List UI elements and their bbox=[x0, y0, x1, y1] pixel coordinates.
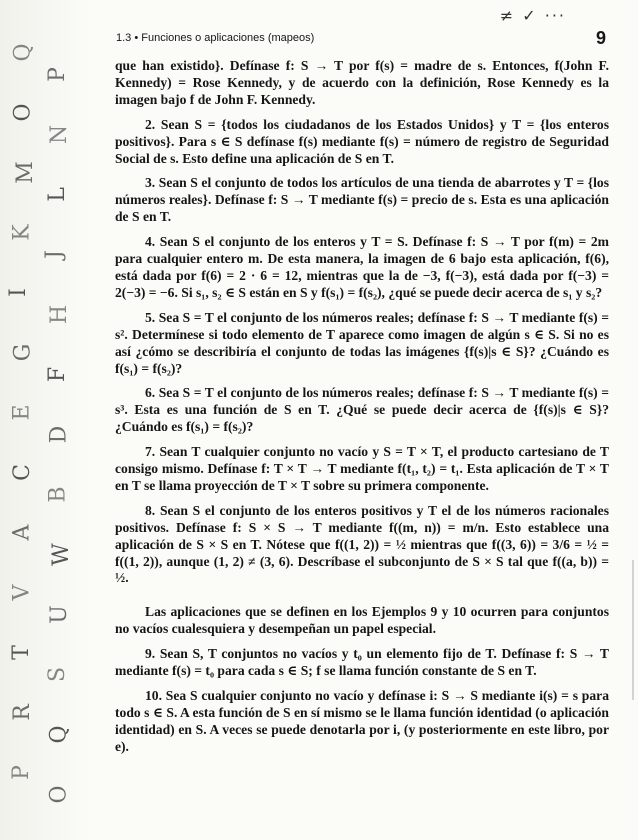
margin-glyph: W bbox=[48, 543, 74, 566]
margin-glyph: U bbox=[46, 605, 72, 624]
margin-line bbox=[632, 560, 634, 700]
margin-glyph: K bbox=[9, 224, 35, 241]
margin-glyph: B bbox=[45, 486, 71, 503]
margin-glyph: N bbox=[47, 124, 73, 145]
margin-glyph: O bbox=[46, 785, 72, 804]
margin-glyph: P bbox=[44, 67, 70, 82]
section-title: 1.3 • Funciones o aplicaciones (mapeos) bbox=[116, 32, 315, 44]
intro-examples-9-10: Las aplicaciones que se definen en los Ejemplos 9 y 10 ocurren para conjuntos no vacíos cualesquiera y desempeñan un papel especial. bbox=[115, 604, 609, 637]
example-9: 9. Sean S, T conjuntos no vacíos y t₀ un elemento fijo de T. Defínase f: S → T mediante f(s) = t₀ para cada s ∈ S; f se llama función constante de S en T. bbox=[115, 646, 609, 679]
page-body bbox=[115, 58, 609, 764]
margin-glyph: P bbox=[8, 765, 34, 780]
margin-glyph: D bbox=[46, 425, 72, 444]
margin-glyph: T bbox=[8, 645, 34, 660]
margin-glyph: I bbox=[5, 288, 31, 297]
example-2: 2. Sean S = {todos los ciudadanos de los Estados Unidos} y T = {los enteros positivos}. Para s ∈ S defínase f(s) mediante f(s) = número de registro de Seguridad Social de s. Esto define una aplicación de S en T. bbox=[115, 116, 609, 166]
margin-glyph: S bbox=[45, 666, 71, 683]
margin-glyph: V bbox=[9, 584, 35, 601]
paragraph-continuation: que han existido}. Defínase f: S → T por f(s) = madre de s. Entonces, f(John F. Kennedy) = Rose Kennedy, y de acuerdo con la definición, Rose Kennedy es la imagen bajo f de John F. Kennedy. bbox=[115, 58, 609, 107]
page-number: 9 bbox=[595, 28, 606, 48]
margin-glyph: R bbox=[9, 704, 35, 721]
example-10: 10. Sea S cualquier conjunto no vacío y defínase i: S → S mediante i(s) = s para todo s ∈ S. A esta función de S en sí mismo se le llama función identidad (o aplicación identidad) en S. A veces se puede denotarla por i, (y posteriormente en este libro, por e). bbox=[115, 688, 609, 754]
margin-glyph: F bbox=[45, 366, 71, 383]
margin-glyph: E bbox=[9, 404, 35, 421]
margin-glyph: L bbox=[44, 187, 70, 202]
example-8: 8. Sean S el conjunto de los enteros positivos y T el de los números racionales positivos. Defínase f: S × S → T mediante f((m, n)) = m/n. Esto establece una aplicación de S × S en T. Nótese que f((1, 2)) = ½ mientras que f((3, 6)) = 3/6 = ½ = f((1, 2)), aunque (1, 2) ≠ (3, 6). Descríbase el subconjunto de S × S tal que f((a, b)) = ½. bbox=[115, 502, 609, 586]
margin-glyph: J bbox=[41, 250, 67, 259]
margin-glyph: A bbox=[9, 524, 35, 541]
page-header bbox=[116, 6, 606, 50]
example-7: 7. Sean T cualquier conjunto no vacío y S = T × T, el producto cartesiano de T consigo mismo. Defínase f: T × T → T mediante f(t₁, t₂) = t₁. Esta aplicación de T × T en T se llama proyección de T × T sobre su primera componente. bbox=[115, 444, 609, 493]
margin-glyph: Q bbox=[10, 43, 36, 62]
margin-glyph: C bbox=[9, 464, 35, 481]
margin-glyph: G bbox=[10, 343, 36, 362]
margin-glyph: Q bbox=[46, 725, 72, 744]
example-5: 5. Sea S = T el conjunto de los números reales; defínase f: S → T mediante f(s) = s². Determínese si todo elemento de T aparece como imagen de algún s ∈ S. Si no es así ¿cómo se describiría el conjunto de todas las imágenes {f(s)|s ∈ S}? ¿Cuándo es f(s₁) = f(s₂)? bbox=[115, 309, 609, 376]
margin-glyph: O bbox=[10, 103, 36, 122]
handwritten-scribble: ≠ ✓ ··· bbox=[499, 6, 566, 25]
margin-glyph: M bbox=[12, 161, 38, 184]
example-3: 3. Sean S el conjunto de todos los artículos de una tienda de abarrotes y T = {los números reales}. Defínase f: S → T mediante f(s) = precio de s. Esta es una aplicación de S en T. bbox=[115, 175, 609, 225]
example-6: 6. Sea S = T el conjunto de los números reales; defínase f: S → T mediante f(s) = s³. Esta es una función de S en T. ¿Qué se puede decir acerca de {f(s)|s ∈ S}? ¿Cuándo es f(s₁) = f(s₂)? bbox=[115, 385, 609, 435]
example-4: 4. Sean S el conjunto de los enteros y T = S. Defínase f: S → T por f(m) = 2m para cualquier entero m. De esta manera, la imagen de 6 bajo esta aplicación, f(6), está dada por f(6) = 2 · 6 = 12, mientras que la de −3, f(−3), está dada por f(−3) = 2(−3) = −6. Si s₁, s₂ ∈ S están en S y f(s₁) = f(s₂), ¿qué se puede decir acerca de s₁ y s₂? bbox=[115, 234, 609, 300]
margin-glyph: H bbox=[47, 304, 73, 325]
